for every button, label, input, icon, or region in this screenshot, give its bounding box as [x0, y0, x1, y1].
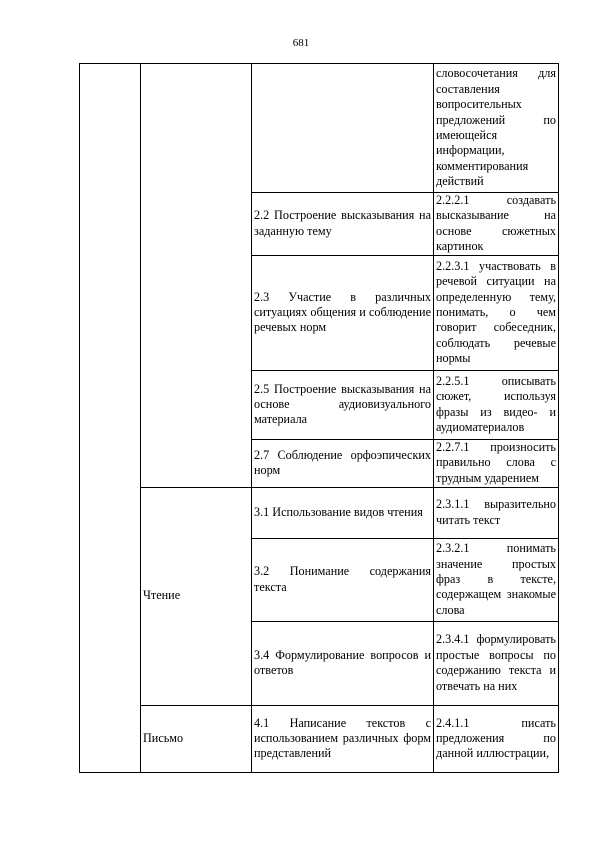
section-cell-speaking — [141, 64, 252, 488]
page-number: 681 — [292, 37, 310, 49]
topic-cell: 3.4 Формулирование вопросов и ответов — [252, 621, 434, 705]
learning-objective-cell: 2.2.3.1 участвовать в речевой ситуации на определенную тему, понимать, о чем говорит собеседник, соблюдать речевые нормы — [434, 255, 559, 370]
grade-cell — [80, 64, 141, 773]
learning-objective-cell: 2.4.1.1 писать предложения по данной иллюстрации, — [434, 705, 559, 772]
learning-objective-cell: словосочетания для составления вопросительных предложений по имеющейся информации, комментирования действий — [434, 64, 559, 193]
topic-cell — [252, 64, 434, 193]
learning-objective-cell: 2.2.2.1 создавать высказывание на основе сюжетных картинок — [434, 193, 559, 256]
topic-cell: 3.1 Использование видов чтения — [252, 487, 434, 538]
learning-objective-cell: 2.3.4.1 формулировать простые вопросы по содержанию текста и отвечать на них — [434, 621, 559, 705]
topic-cell: 4.1 Написание текстов с использованием различных форм представлений — [252, 705, 434, 772]
topic-cell: 2.5 Построение высказывания на основе аудиовизуального материала — [252, 370, 434, 439]
learning-objective-cell: 2.2.7.1 произносить правильно слова с трудным ударением — [434, 439, 559, 487]
topic-cell: 2.3 Участие в различных ситуациях общения и соблюдение речевых норм — [252, 255, 434, 370]
table-row — [80, 487, 559, 538]
curriculum-table — [79, 63, 559, 773]
learning-objective-cell: 2.3.1.1 выразительно читать текст — [434, 487, 559, 538]
section-cell-reading: Чтение — [141, 487, 252, 705]
topic-cell: 3.2 Понимание содержания текста — [252, 538, 434, 621]
learning-objective-cell: 2.2.5.1 описывать сюжет, используя фразы из видео- и аудиоматериалов — [434, 370, 559, 439]
table-row — [80, 705, 559, 772]
topic-cell: 2.2 Построение высказывания на заданную тему — [252, 193, 434, 256]
section-cell-writing: Письмо — [141, 705, 252, 772]
table-row — [80, 64, 559, 193]
learning-objective-cell: 2.3.2.1 понимать значение простых фраз в тексте, содержащем знакомые слова — [434, 538, 559, 621]
topic-cell: 2.7 Соблюдение орфоэпических норм — [252, 439, 434, 487]
